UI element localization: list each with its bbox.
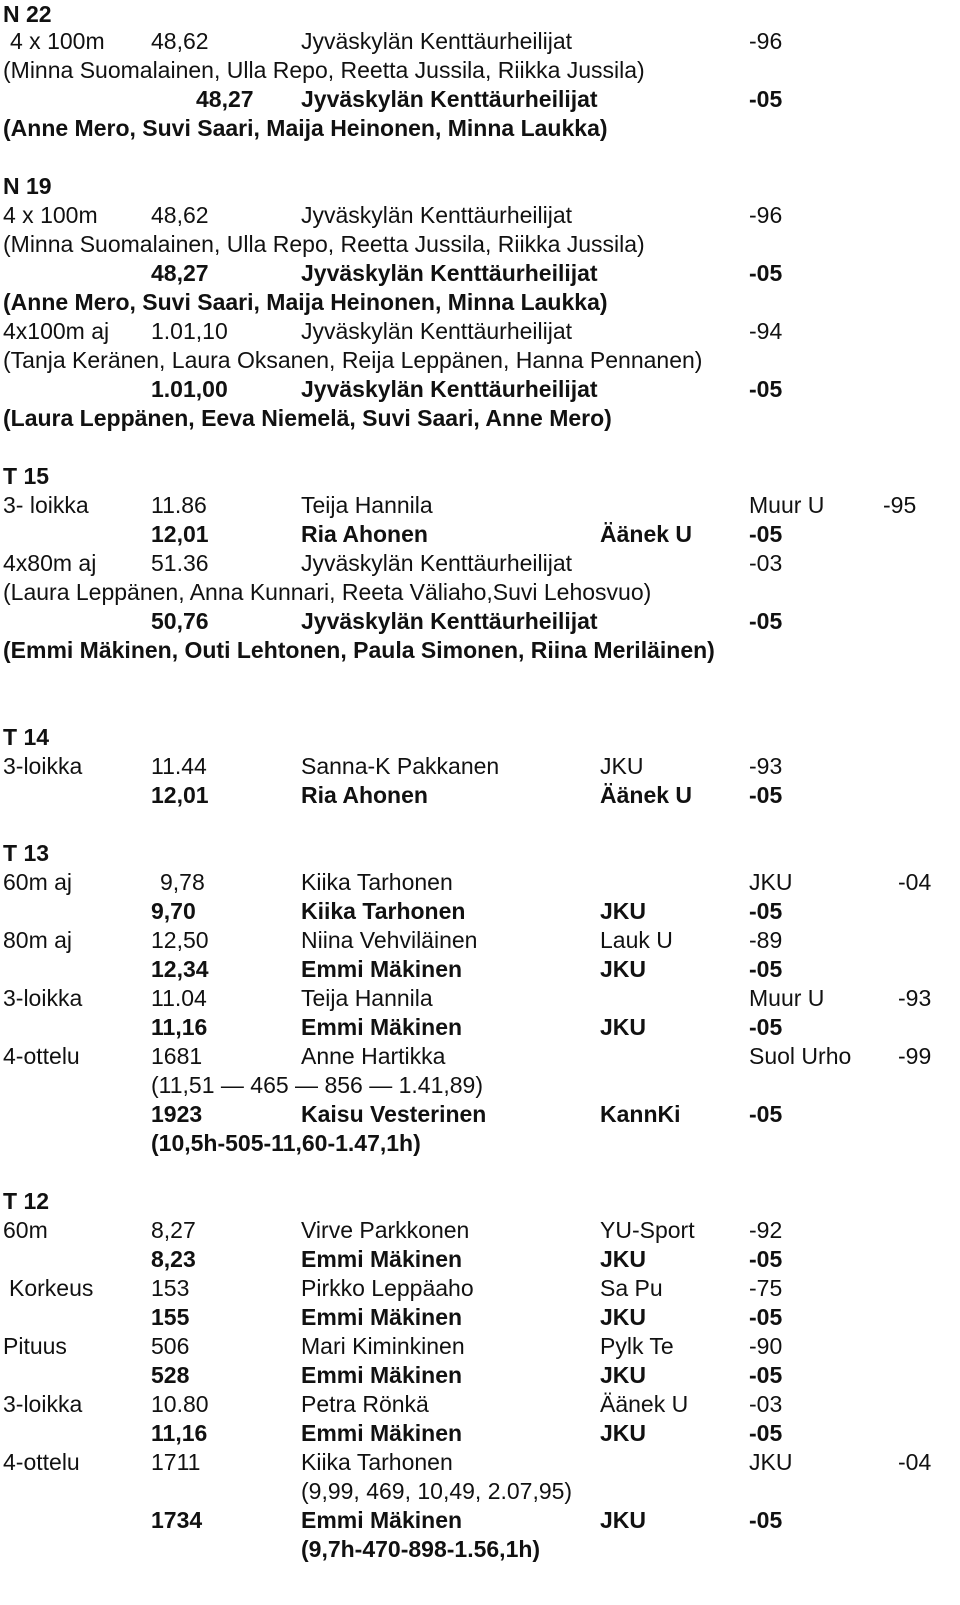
record-event: 80m aj [3, 927, 73, 953]
record-athlete: Anne Hartikka [301, 1043, 446, 1069]
record-athlete: Kiika Tarhonen [301, 1449, 453, 1475]
new-record-row [0, 955, 960, 984]
record-event: 60m aj [3, 869, 73, 895]
record-event: 3-loikka [3, 985, 83, 1011]
team-members-row [0, 346, 960, 375]
old-record-row [0, 1042, 960, 1071]
split-results-row [0, 1535, 960, 1564]
record-athlete: Emmi Mäkinen [301, 1507, 463, 1533]
record-result: 11.44 [151, 753, 207, 779]
record-club: Äänek U [600, 782, 693, 808]
new-record-row [0, 375, 960, 404]
record-athlete: Sanna-K Pakkanen [301, 753, 500, 779]
section-heading-row [0, 1187, 960, 1216]
record-year: -05 [749, 1362, 783, 1388]
team-members: (Minna Suomalainen, Ulla Repo, Reetta Jussila, Riikka Jussila) [3, 57, 645, 83]
record-result: 528 [151, 1362, 190, 1388]
record-result: 51.36 [151, 550, 209, 576]
record-athlete: Pirkko Leppäaho [301, 1275, 474, 1301]
split-results: (11,51 — 465 — 856 — 1.41,89) [151, 1072, 483, 1098]
record-event: 60m [3, 1217, 48, 1243]
record-club: Suol Urho [749, 1043, 852, 1069]
old-record-row [0, 317, 960, 346]
team-members-row [0, 288, 960, 317]
new-record-row [0, 1361, 960, 1390]
section-heading-row [0, 462, 960, 491]
record-result: 153 [151, 1275, 190, 1301]
split-results: (9,7h-470-898-1.56,1h) [301, 1536, 541, 1562]
old-record-row [0, 1274, 960, 1303]
record-athlete: Mari Kiminkinen [301, 1333, 465, 1359]
record-result: 8,27 [151, 1217, 196, 1243]
new-record-row [0, 520, 960, 549]
record-result: 11,16 [151, 1014, 208, 1040]
record-athlete: Petra Rönkä [301, 1391, 429, 1417]
record-year: -05 [749, 376, 783, 402]
record-club: Muur U [749, 492, 825, 518]
record-event: 3-loikka [3, 753, 83, 779]
record-athlete: Virve Parkkonen [301, 1217, 470, 1243]
record-year: -05 [749, 1014, 783, 1040]
team-members: (Anne Mero, Suvi Saari, Maija Heinonen, Minna Laukka) [3, 115, 608, 141]
record-event: Korkeus [9, 1275, 94, 1301]
record-year: -05 [749, 260, 783, 286]
team-members-row [0, 578, 960, 607]
old-record-row [0, 984, 960, 1013]
team-members: (Laura Leppänen, Eeva Niemelä, Suvi Saari, Anne Mero) [3, 405, 612, 431]
split-results: (9,99, 469, 10,49, 2.07,95) [301, 1478, 573, 1504]
record-event: 4 x 100m [10, 28, 105, 54]
record-result: 506 [151, 1333, 190, 1359]
old-record-row [0, 549, 960, 578]
record-result: 50,76 [151, 608, 209, 634]
record-club: Sa Pu [600, 1275, 663, 1301]
record-year: -96 [749, 202, 783, 228]
record-club: JKU [600, 1507, 647, 1533]
record-athlete: Kaisu Vesterinen [301, 1101, 487, 1127]
record-athlete: Jyväskylän Kenttäurheilijat [301, 550, 573, 576]
section-heading-row [0, 723, 960, 752]
new-record-row [0, 259, 960, 288]
split-results-row [0, 1071, 960, 1100]
record-athlete: Jyväskylän Kenttäurheilijat [301, 28, 573, 54]
team-members: (Anne Mero, Suvi Saari, Maija Heinonen, Minna Laukka) [3, 289, 608, 315]
record-result: 11.86 [151, 492, 207, 518]
record-result: 12,34 [151, 956, 209, 982]
record-year: -05 [749, 1304, 783, 1330]
old-record-row [0, 926, 960, 955]
record-event: 3-loikka [3, 1391, 83, 1417]
old-record-row [0, 1448, 960, 1477]
record-result: 1681 [151, 1043, 203, 1069]
split-results: (10,5h-505-11,60-1.47,1h) [151, 1130, 421, 1156]
record-club: YU-Sport [600, 1217, 695, 1243]
split-results-row [0, 1129, 960, 1158]
section-heading-row [0, 172, 960, 201]
record-result: 1.01,10 [151, 318, 228, 344]
old-record-row [0, 1216, 960, 1245]
record-athlete: Teija Hannila [301, 985, 433, 1011]
record-result: 12,50 [151, 927, 209, 953]
section-heading-row [0, 0, 960, 29]
section-heading: N 22 [3, 1, 52, 27]
new-record-row [0, 607, 960, 636]
record-event: 4-ottelu [3, 1449, 80, 1475]
record-athlete: Ria Ahonen [301, 782, 428, 808]
record-club: JKU [600, 1246, 647, 1272]
team-members-row [0, 230, 960, 259]
record-year: -94 [749, 318, 783, 344]
record-club: Pylk Te [600, 1333, 674, 1359]
record-year: -99 [898, 1043, 932, 1069]
record-athlete: Ria Ahonen [301, 521, 428, 547]
record-year: -93 [898, 985, 932, 1011]
record-event: 4x80m aj [3, 550, 97, 576]
record-athlete: Emmi Mäkinen [301, 1420, 463, 1446]
record-club: JKU [600, 1420, 647, 1446]
record-club: KannKi [600, 1101, 681, 1127]
record-result: 8,23 [151, 1246, 196, 1272]
record-athlete: Jyväskylän Kenttäurheilijat [301, 86, 598, 112]
section-heading: T 14 [3, 724, 50, 750]
record-year: -03 [749, 1391, 783, 1417]
record-result: 12,01 [151, 782, 209, 808]
record-year: -92 [749, 1217, 783, 1243]
record-club: JKU [749, 869, 793, 895]
record-result: 48,27 [196, 86, 254, 112]
record-result: 48,27 [151, 260, 209, 286]
record-result: 12,01 [151, 521, 209, 547]
section-heading-row [0, 839, 960, 868]
record-year: -96 [749, 28, 783, 54]
record-event: 4-ottelu [3, 1043, 80, 1069]
record-result: 1.01,00 [151, 376, 228, 402]
record-athlete: Emmi Mäkinen [301, 1014, 463, 1040]
new-record-row [0, 1506, 960, 1535]
record-year: -05 [749, 608, 783, 634]
team-members-row [0, 56, 960, 85]
section-heading: T 12 [3, 1188, 50, 1214]
new-record-row [0, 85, 960, 114]
record-year: -90 [749, 1333, 783, 1359]
record-club: Äänek U [600, 1391, 689, 1417]
team-members: (Emmi Mäkinen, Outi Lehtonen, Paula Simonen, Riina Meriläinen) [3, 637, 715, 663]
old-record-row [0, 1390, 960, 1419]
record-year: -75 [749, 1275, 783, 1301]
record-club: JKU [749, 1449, 793, 1475]
record-year: -05 [749, 1420, 783, 1446]
old-record-row [0, 491, 960, 520]
record-athlete: Jyväskylän Kenttäurheilijat [301, 318, 573, 344]
record-club: JKU [600, 1362, 647, 1388]
record-club: Äänek U [600, 521, 693, 547]
record-result: 9,70 [151, 898, 196, 924]
record-event: 3- loikka [3, 492, 89, 518]
record-year: -05 [749, 1246, 783, 1272]
record-event: 4x100m aj [3, 318, 110, 344]
record-athlete: Kiika Tarhonen [301, 898, 466, 924]
record-athlete: Jyväskylän Kenttäurheilijat [301, 202, 573, 228]
record-year: -04 [898, 1449, 932, 1475]
record-result: 1923 [151, 1101, 203, 1127]
record-year: -03 [749, 550, 783, 576]
record-result: 1711 [151, 1449, 201, 1475]
record-athlete: Emmi Mäkinen [301, 1304, 463, 1330]
record-athlete: Jyväskylän Kenttäurheilijat [301, 608, 598, 634]
old-record-row [0, 752, 960, 781]
new-record-row [0, 897, 960, 926]
record-athlete: Jyväskylän Kenttäurheilijat [301, 376, 598, 402]
section-heading: N 19 [3, 173, 52, 199]
record-athlete: Teija Hannila [301, 492, 433, 518]
record-year: -95 [883, 492, 917, 518]
record-athlete: Jyväskylän Kenttäurheilijat [301, 260, 598, 286]
record-club: JKU [600, 1304, 647, 1330]
old-record-row [0, 868, 960, 897]
record-club: JKU [600, 753, 644, 779]
record-result: 48,62 [151, 28, 209, 54]
record-athlete: Emmi Mäkinen [301, 956, 463, 982]
record-athlete: Kiika Tarhonen [301, 869, 453, 895]
new-record-row [0, 1013, 960, 1042]
new-record-row [0, 1100, 960, 1129]
record-result: 9,78 [160, 869, 205, 895]
record-club: Lauk U [600, 927, 673, 953]
record-year: -05 [749, 86, 783, 112]
new-record-row [0, 1245, 960, 1274]
record-year: -89 [749, 927, 783, 953]
new-record-row [0, 1303, 960, 1332]
record-year: -05 [749, 782, 783, 808]
record-year: -05 [749, 521, 783, 547]
team-members-row [0, 404, 960, 433]
new-record-row [0, 1419, 960, 1448]
record-year: -05 [749, 1507, 783, 1533]
team-members: (Laura Leppänen, Anna Kunnari, Reeta Väliaho,Suvi Lehosvuo) [3, 579, 652, 605]
record-result: 11,16 [151, 1420, 208, 1446]
team-members-row [0, 114, 960, 143]
old-record-row [0, 1332, 960, 1361]
record-event: Pituus [3, 1333, 67, 1359]
team-members: (Minna Suomalainen, Ulla Repo, Reetta Jussila, Riikka Jussila) [3, 231, 645, 257]
team-members-row [0, 636, 960, 665]
record-athlete: Niina Vehviläinen [301, 927, 478, 953]
record-year: -05 [749, 956, 783, 982]
record-year: -05 [749, 898, 783, 924]
record-event: 4 x 100m [3, 202, 98, 228]
record-year: -93 [749, 753, 783, 779]
team-members: (Tanja Keränen, Laura Oksanen, Reija Leppänen, Hanna Pennanen) [3, 347, 703, 373]
record-club: Muur U [749, 985, 825, 1011]
record-club: JKU [600, 956, 647, 982]
new-record-row [0, 781, 960, 810]
record-year: -04 [898, 869, 932, 895]
record-result: 11.04 [151, 985, 207, 1011]
record-club: JKU [600, 898, 647, 924]
section-heading: T 13 [3, 840, 50, 866]
record-athlete: Emmi Mäkinen [301, 1362, 463, 1388]
old-record-row [0, 27, 960, 56]
record-result: 1734 [151, 1507, 203, 1533]
split-results-row [0, 1477, 960, 1506]
old-record-row [0, 201, 960, 230]
record-result: 10.80 [151, 1391, 209, 1417]
record-year: -05 [749, 1101, 783, 1127]
section-heading: T 15 [3, 463, 50, 489]
record-result: 155 [151, 1304, 190, 1330]
record-club: JKU [600, 1014, 647, 1040]
record-athlete: Emmi Mäkinen [301, 1246, 463, 1272]
record-result: 48,62 [151, 202, 209, 228]
